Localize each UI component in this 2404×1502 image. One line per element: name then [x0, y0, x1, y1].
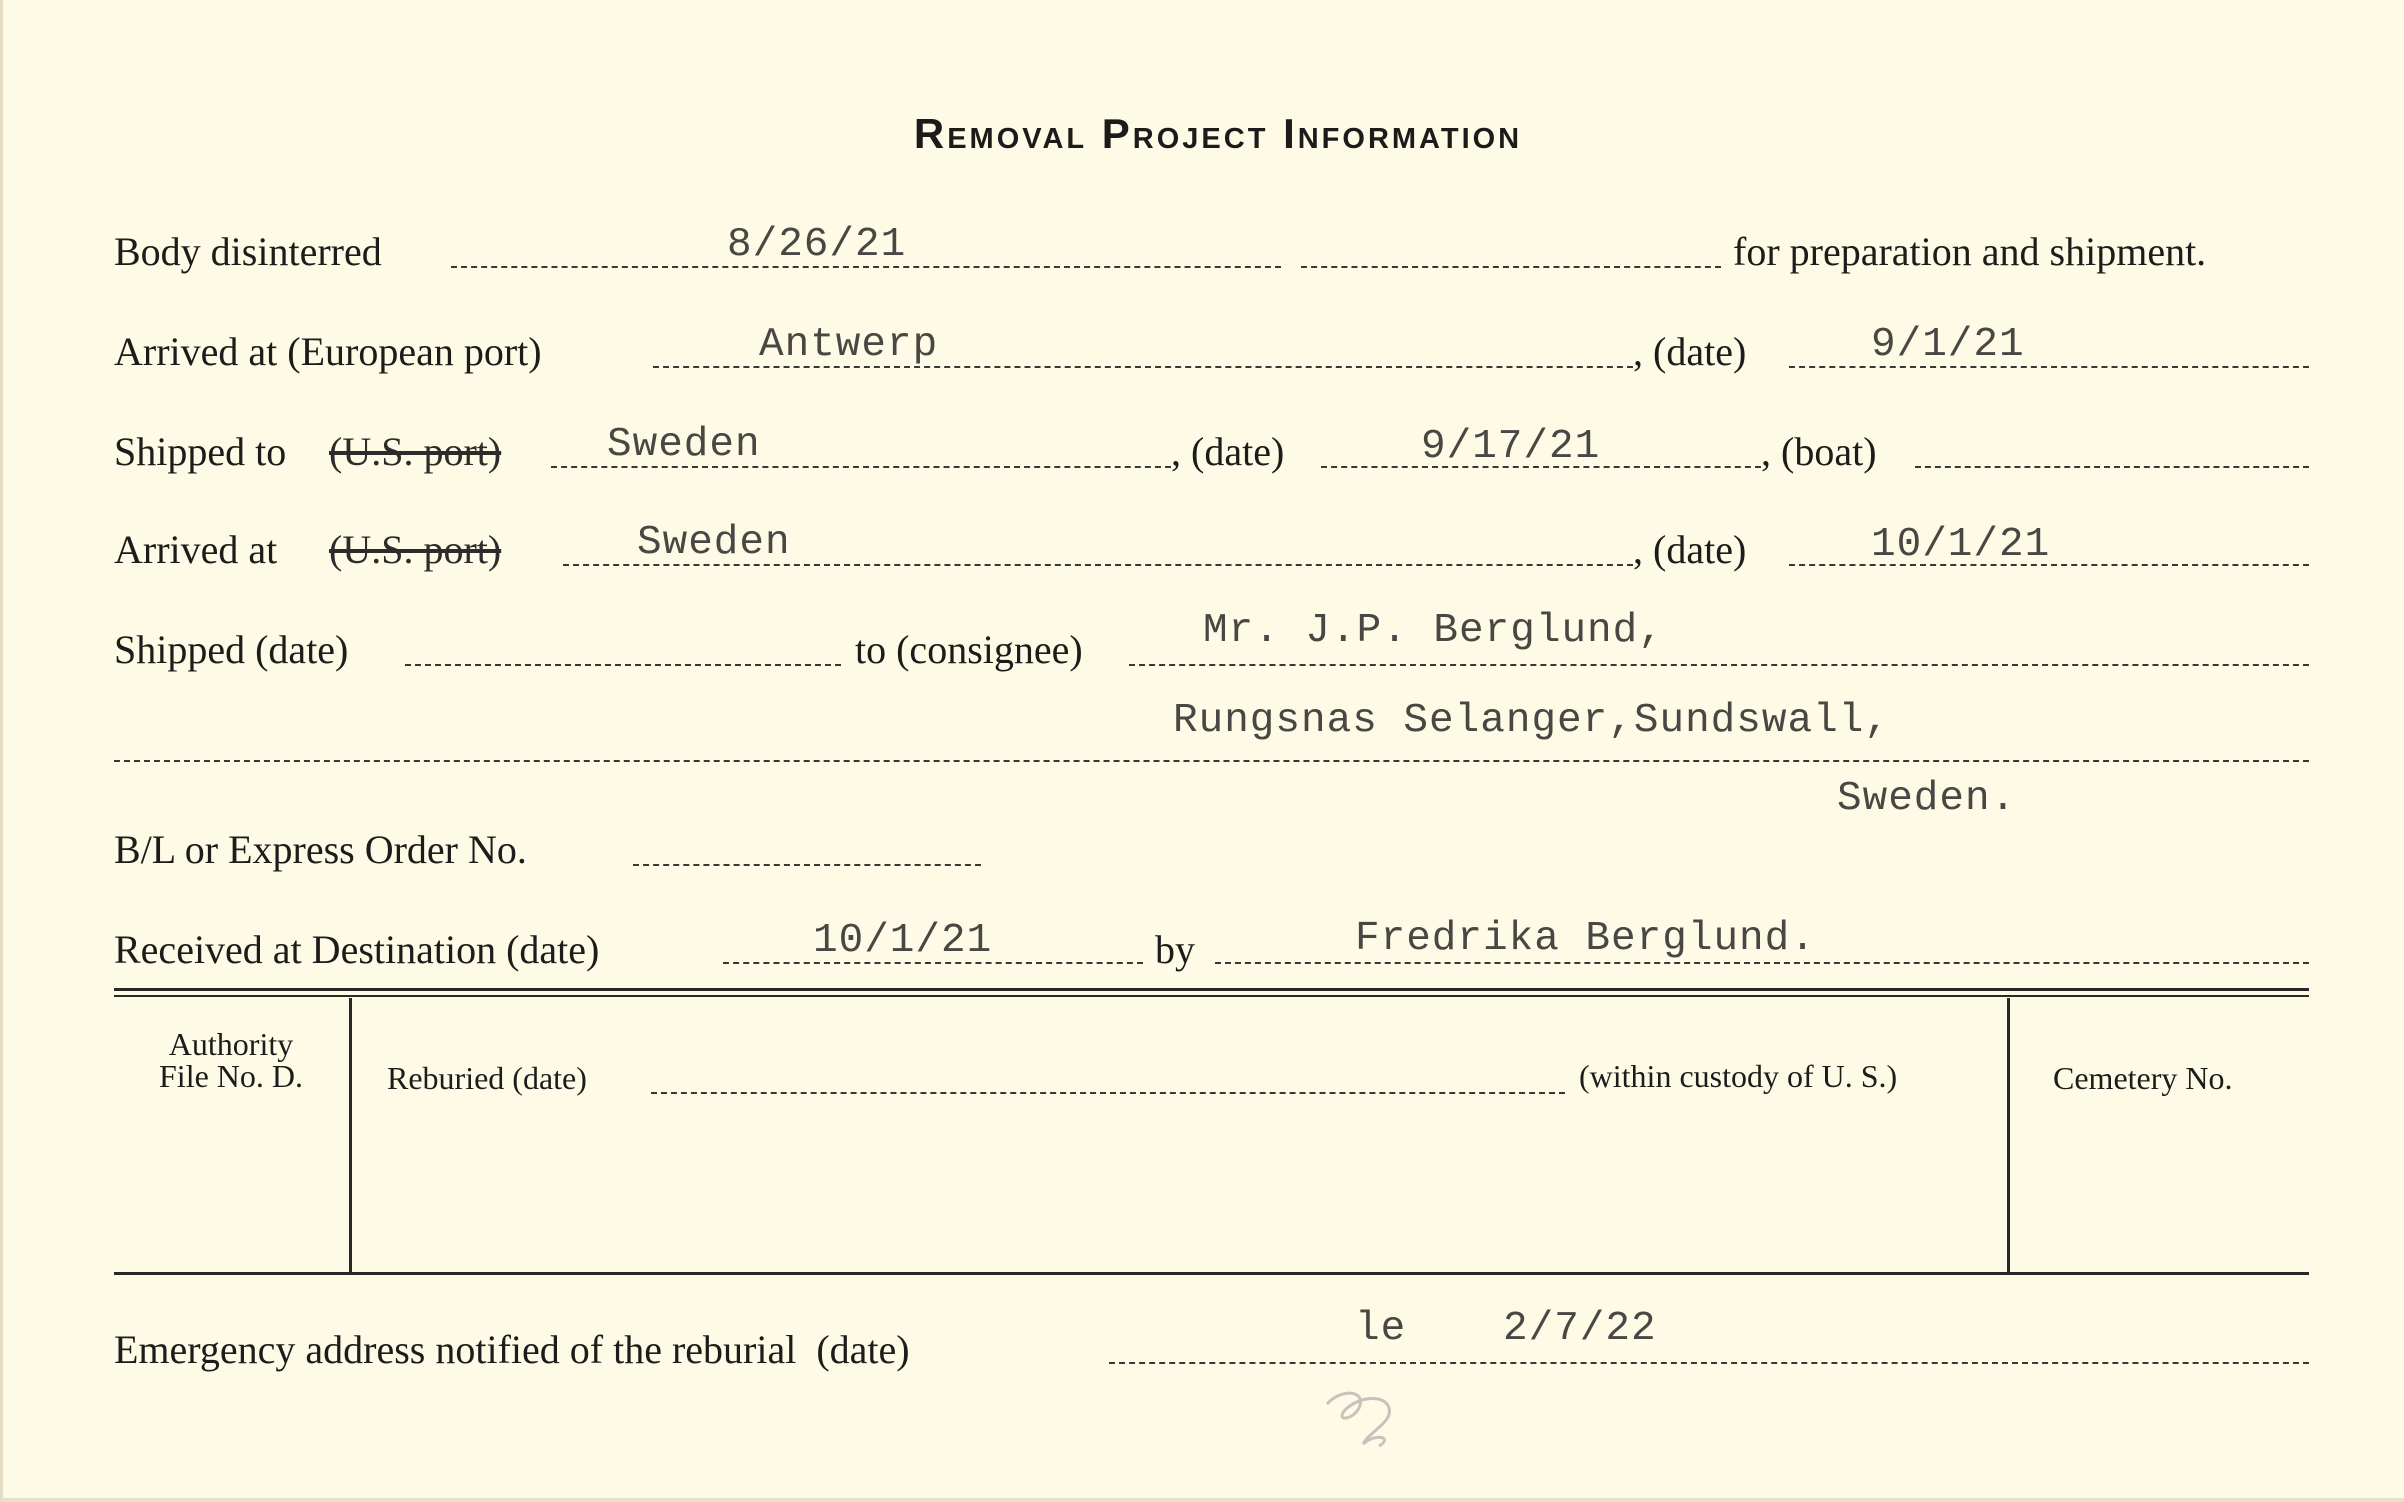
- shipped-to-label: Shipped to: [114, 429, 287, 474]
- disinterred-suffix: for preparation and shipment.: [1733, 229, 2207, 274]
- table-top-rule: [114, 988, 2309, 991]
- table-divider-left: [349, 998, 352, 1272]
- consignee-leader: [1129, 664, 2309, 666]
- consignee-address-leader: [114, 760, 2309, 762]
- bl-order-label: B/L or Express Order No.: [114, 827, 527, 872]
- consignee-address-line-2: Sweden.: [1837, 776, 2017, 822]
- arrived-european-date-leader: [1789, 366, 2309, 368]
- arrived-european-date-label: , (date): [1633, 329, 1747, 374]
- bl-order-leader: [633, 864, 981, 866]
- table-top-rule-inner: [114, 995, 2309, 997]
- table-bottom-rule: [114, 1272, 2309, 1275]
- received-by-label: by: [1155, 927, 1195, 972]
- shipped-date-label: Shipped (date): [114, 627, 349, 672]
- arrived-european-port: Antwerp: [759, 322, 939, 368]
- table-divider-right: [2007, 998, 2010, 1272]
- shipped-to-date-label: , (date): [1171, 429, 1285, 474]
- authority-line-1: Authority: [168, 1026, 294, 1062]
- consignee-name: Mr. J.P. Berglund,: [1203, 608, 1664, 654]
- disinterred-leader-2: [1301, 266, 1721, 268]
- arrived-at-date-label: , (date): [1633, 527, 1747, 572]
- arrived-at-struck-port: (U.S. port): [329, 527, 502, 572]
- reburied-label: Reburied (date): [387, 1060, 587, 1096]
- shipped-date-leader: [405, 664, 841, 666]
- shipped-to-struck-port: (U.S. port): [329, 429, 502, 474]
- emergency-date: 2/7/22: [1503, 1306, 1657, 1352]
- emergency-label: Emergency address notified of the reburial (date): [114, 1327, 910, 1372]
- custody-label: (within custody of U. S.): [1579, 1058, 1898, 1094]
- cemetery-label: Cemetery No.: [2053, 1060, 2233, 1096]
- received-label: Received at Destination (date): [114, 927, 600, 972]
- reburied-leader: [651, 1092, 1565, 1094]
- arrived-european-label: Arrived at (European port): [114, 329, 542, 374]
- emergency-prefix: le: [1355, 1306, 1407, 1352]
- arrived-european-date: 9/1/21: [1871, 322, 2025, 368]
- shipped-to-date: 9/17/21: [1421, 424, 1601, 470]
- consignee-address-line-1: Rungsnas Selanger,Sundswall,: [1173, 698, 1890, 744]
- pencil-initial-mark: [1319, 1382, 1409, 1452]
- authority-line-2: File No. D.: [159, 1058, 303, 1094]
- received-date: 10/1/21: [813, 918, 993, 964]
- authority-label: [114, 1028, 348, 1092]
- arrived-at-destination: Sweden: [637, 520, 791, 566]
- disinterred-label: Body disinterred: [114, 229, 382, 274]
- arrived-at-label: Arrived at: [114, 527, 278, 572]
- shipped-to-boat-leader: [1915, 466, 2309, 468]
- received-by-leader: [1215, 962, 2309, 964]
- disinterred-date: 8/26/21: [727, 222, 907, 268]
- emergency-leader: [1109, 1362, 2309, 1364]
- shipped-to-destination: Sweden: [607, 422, 761, 468]
- arrived-at-date: 10/1/21: [1871, 522, 2051, 568]
- consignee-label: to (consignee): [855, 627, 1083, 672]
- shipped-to-boat-label: , (boat): [1761, 429, 1877, 474]
- received-by-name: Fredrika Berglund.: [1355, 916, 1816, 962]
- card-title: Removal Project Information: [913, 110, 1523, 157]
